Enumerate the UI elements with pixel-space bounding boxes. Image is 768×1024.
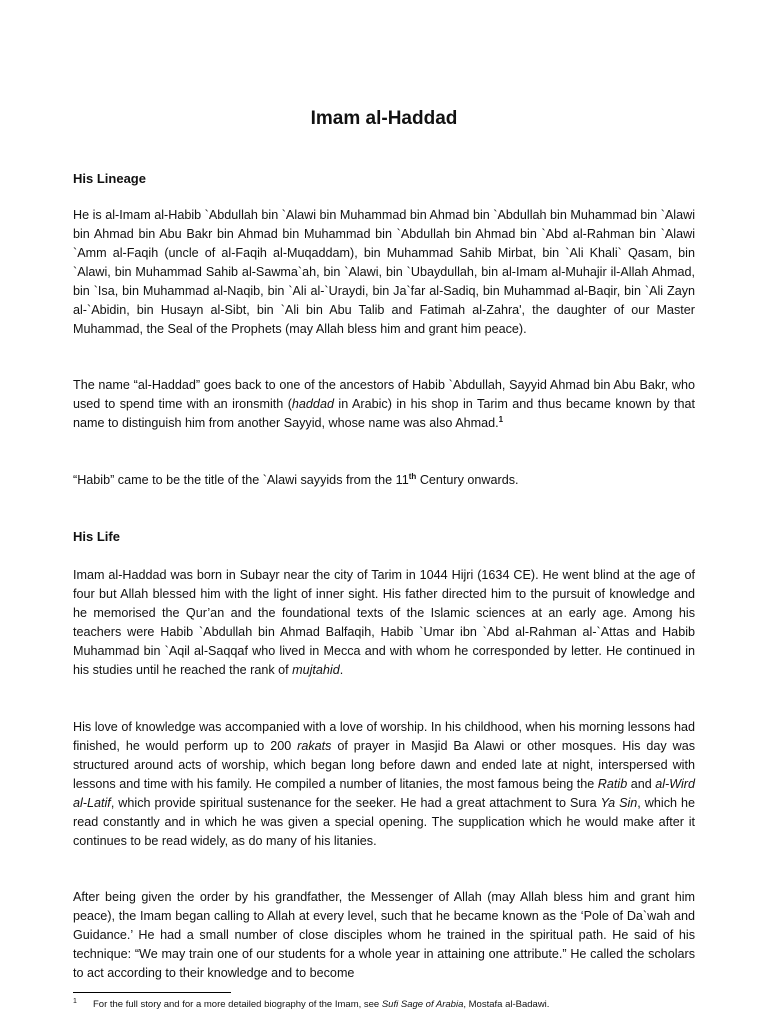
text-run: , which provide spiritual sustenance for the seeker. He had a great attachment to Sura [110, 796, 601, 810]
ordinal-suffix: th [408, 471, 417, 481]
italic-term: al-Wird al-Latif [73, 777, 695, 810]
paragraph-habib-title [73, 471, 695, 490]
text-run: For the full story and for a more detailed biography of the Imam, see [93, 999, 382, 1010]
italic-term: Ratib [597, 777, 628, 791]
paragraph-birth-education [73, 566, 695, 680]
footnote: 1 For the full story and for a more detailed biography of the Imam, see Sufi Sage of Arabia, Mostafa al-Badawi. [73, 997, 550, 1010]
text-run: in Arabic) in his shop in Tarim and thus became known by that name to distinguish him from another Sayyid, whose name was also Ahmad. [73, 397, 695, 430]
text-run: , which he read constantly and in which he was given a special opening. The supplication which he would make after it continues to be read widely, as do many of his litanies. [73, 796, 695, 848]
text-run: and [627, 777, 656, 791]
text-run: of prayer in Masjid Ba Alawi or other mosques. His day was structured around acts of worship, which began long before dawn and ended late at night, interspersed with lessons and time with his family. He compiled a number of litanies, the most famous being the [73, 739, 695, 791]
italic-book-title: Sufi Sage of Arabia [381, 999, 464, 1010]
text-run: Imam al-Haddad was born in Subayr near the city of Tarim in 1044 Hijri (1634 CE). He went blind at the age of four but Allah blessed him with the light of inner sight. His father directed him to the pursuit of knowledge and he memorised the Qur’an and the foundational texts of the Islamic sciences at an early age. Among his teachers were Habib `Abdullah bin Ahmad Balfaqih, Habib `Umar ibn `Abd al-Rahman al-`Attas and Habib Muhammad bin `Aqil al-Saqqaf who lived in Mecca and with whom he corresponded by letter. He continued in his studies until he reached the rank of [73, 568, 695, 677]
text-run: The name “al-Haddad” goes back to one of the ancestors of Habib `Abdullah, Sayyid Ahmad bin Abu Bakr, who used to spend time with an ironsmith ( [73, 378, 695, 411]
paragraph-worship [73, 718, 695, 851]
footnote-divider [73, 992, 231, 993]
paragraph-name-origin [73, 376, 695, 433]
section-heading-lineage: His Lineage [73, 171, 146, 186]
text-run: Century onwards. [416, 473, 519, 487]
paragraph-lineage: He is al-Imam al-Habib `Abdullah bin `Alawi bin Muhammad bin Ahmad bin `Abdullah bin Muhammad bin `Alawi bin Ahmad bin Abu Bakr bin Ahmad bin Muhammad bin `Abdullah bin Ahmad bin `Abd al-Rahman bin `Alawi `Amm al-Faqih (uncle of al-Faqih al-Muqaddam), bin Muhammad Sahib Mirbat, bin `Ali Khali` Qasam, bin `Alawi, bin Muhammad Sahib al-Sawma`ah, bin `Alawi, bin `Ubaydullah, bin al-Imam al-Muhajir il-Allah Ahmad, bin `Isa, bin Muhammad al-Naqib, bin `Ali al-`Uraydi, bin Ja`far al-Sadiq, bin Muhammad al-Baqir, bin `Ali Zayn al-`Abidin, bin Husayn al-Sibt, bin `Ali bin Abu Talib and Fatimah al-Zahra', the daughter of our Master Muhammad, the Seal of the Prophets (may Allah bless him and grant him peace). [73, 208, 695, 336]
paragraph-dawah: After being given the order by his grandfather, the Messenger of Allah (may Allah bless him and grant him peace), the Imam began calling to Allah at every level, such that he became known as the ‘Pole of Da`wah and Guidance.’ He had a small number of close disciples whom he trained in the spiritual path. He said of his technique: “We may train one of our students for a whole year in attaining one attribute.” He called the scholars to act according to their knowledge and to become [73, 890, 695, 980]
text-run: His love of knowledge was accompanied with a love of worship. In his childhood, when his morning lessons had finished, he would perform up to 200 [73, 720, 695, 753]
footnote-reference[interactable]: 1 [498, 414, 504, 424]
text-run: “Habib” came to be the title of the `Alawi sayyids from the 11 [73, 473, 409, 487]
italic-term: haddad [291, 397, 334, 411]
section-heading-life: His Life [73, 529, 120, 544]
text-run: . [339, 663, 344, 677]
italic-term: mujtahid [292, 663, 340, 677]
text-run: , Mostafa al-Badawi. [463, 999, 550, 1010]
italic-term: Ya Sin [600, 796, 638, 810]
page-title: Imam al-Haddad [310, 108, 458, 129]
italic-term: rakats [297, 739, 332, 753]
